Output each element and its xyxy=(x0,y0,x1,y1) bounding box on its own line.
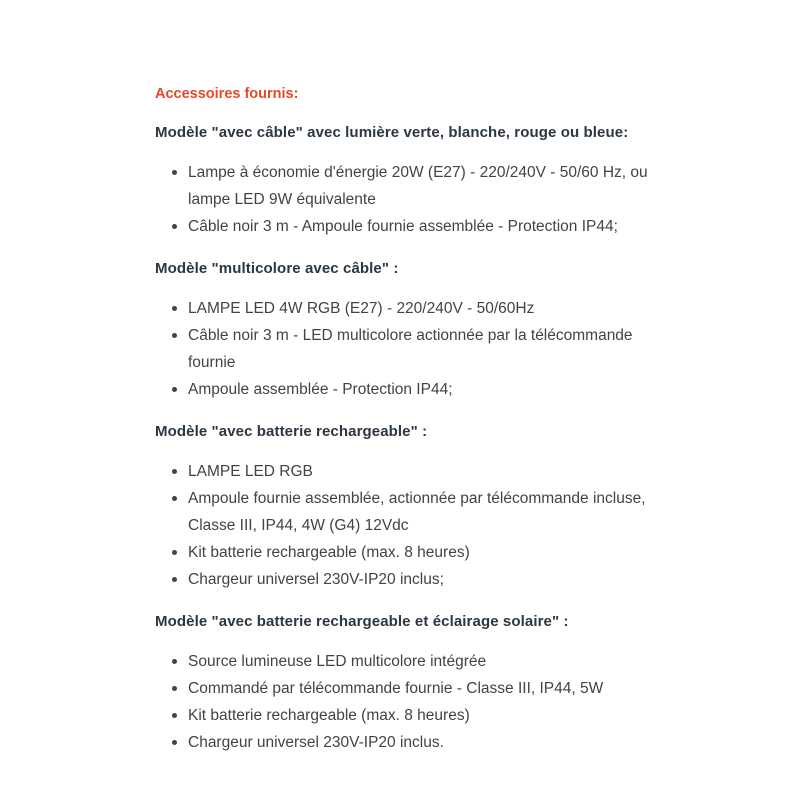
list-item: LAMPE LED RGB xyxy=(155,458,660,485)
bullet-list xyxy=(155,458,660,593)
list-item: Source lumineuse LED multicolore intégrée xyxy=(155,648,660,675)
list-item: Commandé par télécommande fournie - Classe III, IP44, 5W xyxy=(155,675,660,702)
section-heading: Modèle "avec batterie rechargeable" : xyxy=(155,423,428,440)
list-item: Kit batterie rechargeable (max. 8 heures) xyxy=(155,539,660,566)
bullet-list xyxy=(155,295,660,403)
list-item: Câble noir 3 m - LED multicolore actionnée par la télécommande fournie xyxy=(155,322,660,376)
list-item: Lampe à économie d'énergie 20W (E27) - 220/240V - 50/60 Hz, ou lampe LED 9W équivalente xyxy=(155,159,660,213)
section-heading: Modèle "multicolore avec câble" : xyxy=(155,260,399,277)
section-model-cable xyxy=(155,123,660,240)
list-item: Chargeur universel 230V-IP20 inclus; xyxy=(155,566,660,593)
bullet-list xyxy=(155,159,660,240)
list-item: LAMPE LED 4W RGB (E27) - 220/240V - 50/60Hz xyxy=(155,295,660,322)
list-item: Ampoule assemblée - Protection IP44; xyxy=(155,376,660,403)
section-heading: Modèle "avec batterie rechargeable et éclairage solaire" : xyxy=(155,613,569,630)
list-item: Kit batterie rechargeable (max. 8 heures) xyxy=(155,702,660,729)
list-item: Ampoule fournie assemblée, actionnée par télécommande incluse, Classe III, IP44, 4W (G4) 12Vdc xyxy=(155,485,660,539)
section-heading: Modèle "avec câble" avec lumière verte, blanche, rouge ou bleue: xyxy=(155,124,629,141)
section-model-multicolor-cable xyxy=(155,259,660,403)
list-item: Câble noir 3 m - Ampoule fournie assemblée - Protection IP44; xyxy=(155,213,660,240)
section-model-battery-solar xyxy=(155,612,660,756)
bullet-list xyxy=(155,648,660,756)
list-item: Chargeur universel 230V-IP20 inclus. xyxy=(155,729,660,756)
section-model-rechargeable-battery xyxy=(155,422,660,593)
accessories-title: Accessoires fournis: xyxy=(155,86,299,102)
